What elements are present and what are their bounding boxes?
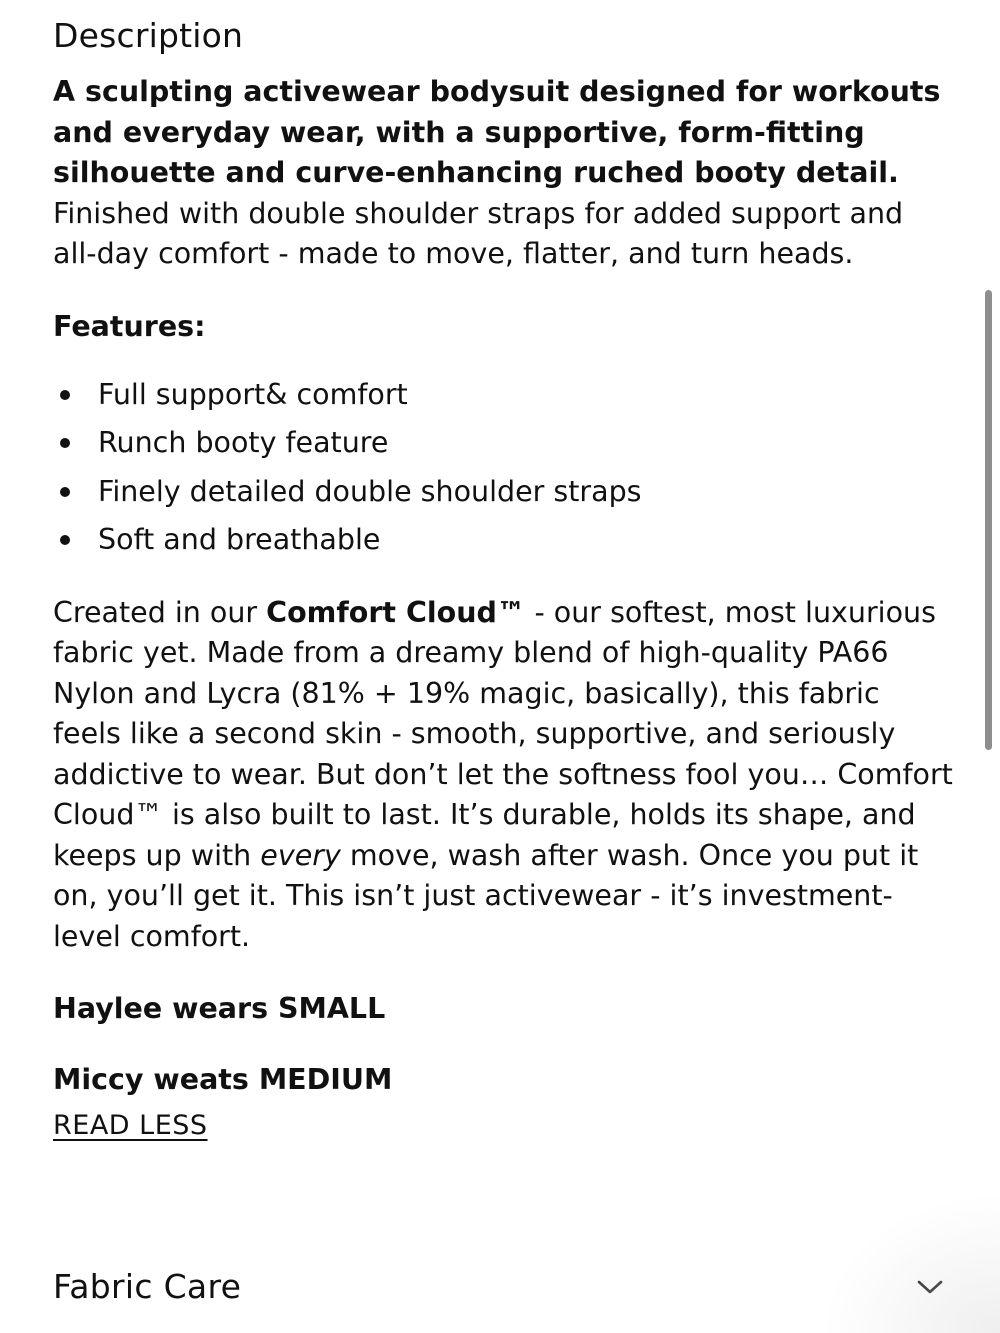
feature-label: Runch booty feature (98, 426, 389, 459)
bullet-icon (60, 535, 70, 545)
bullet-icon (60, 438, 70, 448)
feature-item (53, 371, 953, 420)
feature-label: Soft and breathable (98, 523, 381, 556)
read-less-link[interactable]: READ LESS (53, 1110, 208, 1141)
fabric-prefix: Created in our (53, 595, 267, 629)
fabric-text-part2: move, wash after wash. Once you put it on, you’ll get it. This isn’t just activewear - it’s investment-level comfort. (53, 838, 919, 953)
fabric-text-part1: - our softest, most luxurious fabric yet. Made from a dreamy blend of high-quality PA66 Nylon and Lycra (81% + 19% magic, basically), this fabric feels like a second skin - smooth, supportive, and seriously addictive to wear. But don’t let the softness fool you… Comfort Cloud™ is also built to last. It’s durable, holds its shape, and keeps up with (53, 595, 953, 872)
model-size-miccy: Miccy weats MEDIUM (53, 1063, 393, 1096)
features-list (53, 371, 953, 565)
feature-item (53, 516, 953, 565)
fabric-care-label: Fabric Care (53, 1267, 242, 1306)
fabric-name: Comfort Cloud™ (266, 595, 526, 629)
chevron-down-icon[interactable] (916, 1277, 944, 1297)
scrollbar-thumb[interactable] (985, 290, 992, 750)
model-size-haylee: Haylee wears SMALL (53, 992, 386, 1025)
feature-label: Full support& comfort (98, 377, 408, 411)
description-intro (53, 72, 953, 275)
bullet-icon (60, 487, 70, 497)
description-intro-bold: A sculpting activewear bodysuit designed for workouts and everyday wear, with a supportive, form-fitting silhouette and curve-enhancing ruched booty detail. (53, 75, 941, 189)
description-title: Description (53, 16, 244, 55)
description-intro-rest: Finished with double shoulder straps for added support and all-day comfort - made to move, flatter, and turn heads. (53, 196, 904, 270)
feature-item (53, 468, 953, 517)
fabric-emphasis: every (260, 838, 341, 872)
features-heading: Features: (53, 309, 206, 343)
fabric-description (53, 593, 953, 958)
feature-label: Finely detailed double shoulder straps (98, 474, 642, 508)
feature-item (53, 419, 953, 468)
fabric-care-accordion[interactable] (53, 1262, 948, 1312)
bullet-icon (60, 390, 70, 400)
description-section (53, 14, 953, 1144)
